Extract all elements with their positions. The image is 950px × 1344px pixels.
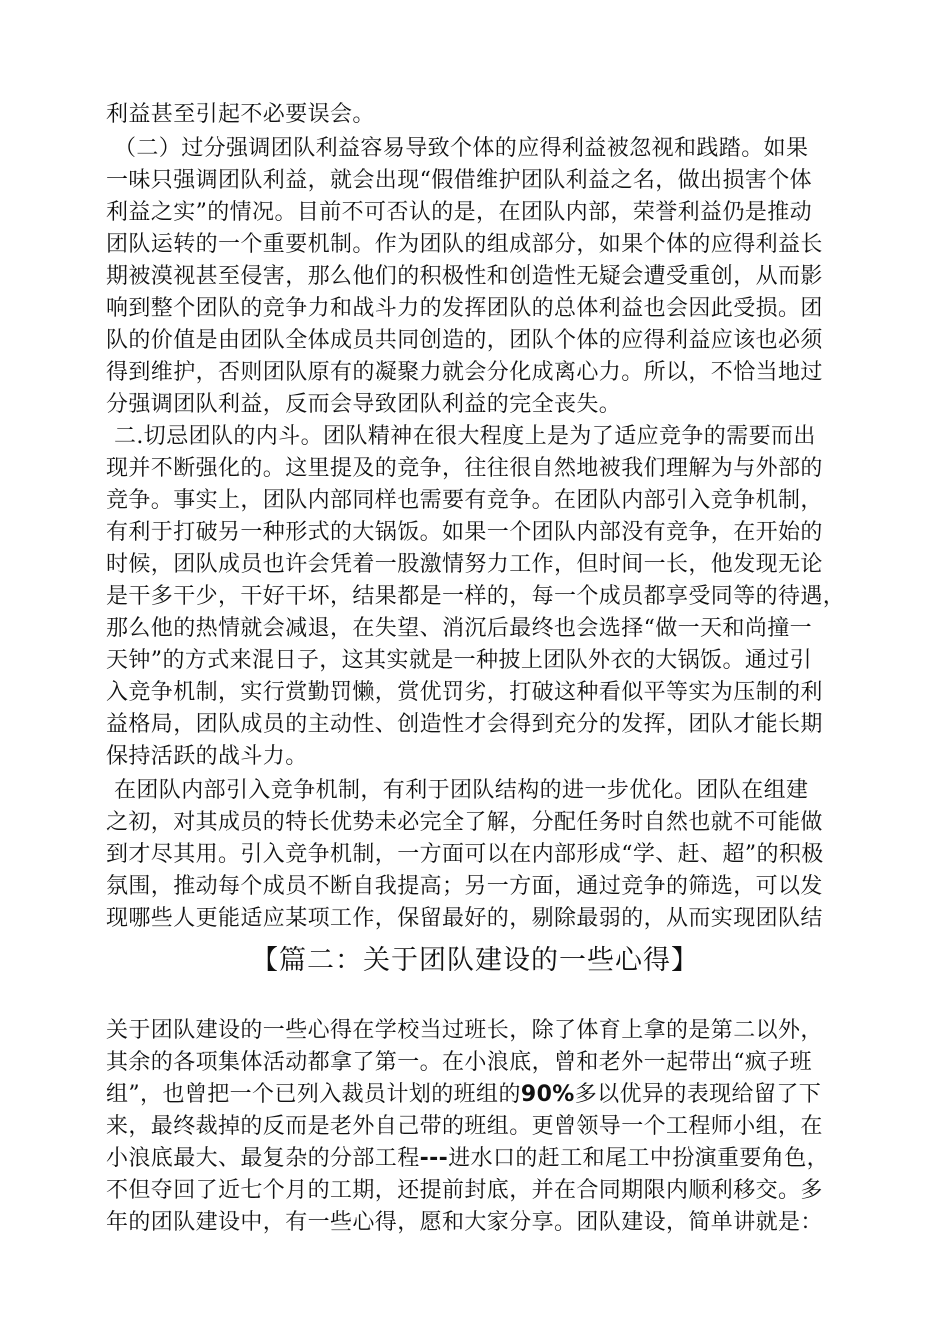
paragraph-line: 入竞争机制，实行赏勤罚懒，赏优罚劣，打破这种看似平等实为压制的利 <box>106 680 823 705</box>
paragraph-line: 保持活跃的战斗力。 <box>106 744 308 769</box>
paragraph-line: 竞争。事实上，团队内部同样也需要有竞争。在团队内部引入竞争机制， <box>106 488 823 513</box>
paragraph-line: 利益之实”的情况。目前不可否认的是，在团队内部，荣誉利益仍是推动 <box>106 200 813 225</box>
paragraph-line: 那么他的热情就会减退，在失望、消沉后最终也会选择“做一天和尚撞一 <box>106 616 813 641</box>
paragraph-line: 之初，对其成员的特长优势未必完全了解，分配任务时自然也就不可能做 <box>106 810 823 835</box>
paragraph-line: 是干多干少，干好干坏，结果都是一样的，每一个成员都享受同等的待遇， <box>106 584 846 609</box>
paragraph-line: 在团队内部引入竞争机制，有利于团队结构的进一步优化。团队在组建 <box>114 778 809 803</box>
paragraph-line: 团队运转的一个重要机制。作为团队的组成部分，如果个体的应得利益长 <box>106 232 823 257</box>
paragraph-line: 一味只强调团队利益，就会出现“假借维护团队利益之名，做出损害个体 <box>106 168 813 193</box>
paragraph-line: 到才尽其用。引入竞争机制，一方面可以在内部形成“学、赶、超”的积极 <box>106 842 824 867</box>
dash-separator: --- <box>419 1146 449 1171</box>
paragraph-line: 时候，团队成员也许会凭着一股激情努力工作，但时间一长，他发现无论 <box>106 552 823 577</box>
text-run: 进水口的赶工和尾工中扮演重要角色， <box>448 1146 830 1171</box>
paragraph-line: 来，最终裁掉的反而是老外自己带的班组。更曾领导一个工程师小组，在 <box>106 1114 823 1139</box>
paragraph-line: 现哪些人更能适应某项工作，保留最好的，剔除最弱的，从而实现团队结 <box>106 906 823 931</box>
paragraph-line <box>106 1144 829 1174</box>
paragraph-line: （二）过分强调团队利益容易导致个体的应得利益被忽视和践踏。如果 <box>114 136 809 161</box>
paragraph-line: 利益甚至引起不必要误会。 <box>106 102 375 127</box>
paragraph-line: 氛围，推动每个成员不断自我提高；另一方面，通过竞争的筛选，可以发 <box>106 874 823 899</box>
paragraph-line: 响到整个团队的竞争力和战斗力的发挥团队的总体利益也会因此受损。团 <box>106 296 823 321</box>
text-run: 多以优异的表现给留了下 <box>574 1082 822 1107</box>
section-heading: 【篇二：关于团队建设的一些心得】 <box>251 945 699 976</box>
percentage-value: 90% <box>520 1082 575 1107</box>
paragraph-line <box>106 1080 821 1110</box>
text-run: 组”，也曾把一个已列入裁员计划的班组的 <box>106 1082 521 1107</box>
paragraph-line: 年的团队建设中，有一些心得，愿和大家分享。团队建设，简单讲就是： <box>106 1210 823 1235</box>
paragraph-line: 分强调团队利益，反而会导致团队利益的完全丧失。 <box>106 392 622 417</box>
paragraph-line: 关于团队建设的一些心得在学校当过班长，除了体育上拿的是第二以外， <box>106 1018 823 1043</box>
paragraph-line: 其余的各项集体活动都拿了第一。在小浪底，曾和老外一起带出“疯子班 <box>106 1050 813 1075</box>
paragraph-line: 有利于打破另一种形式的大锅饭。如果一个团队内部没有竞争，在开始的 <box>106 520 823 545</box>
paragraph-line: 二.切忌团队的内斗。团队精神在很大程度上是为了适应竞争的需要而出 <box>114 424 816 449</box>
paragraph-line: 期被漠视甚至侵害，那么他们的积极性和创造性无疑会遭受重创，从而影 <box>106 264 823 289</box>
paragraph-line: 得到维护，否则团队原有的凝聚力就会分化成离心力。所以，不恰当地过 <box>106 360 823 385</box>
paragraph-line: 现并不断强化的。这里提及的竞争，往往很自然地被我们理解为与外部的 <box>106 456 823 481</box>
paragraph-line: 益格局，团队成员的主动性、创造性才会得到充分的发挥，团队才能长期 <box>106 712 823 737</box>
paragraph-line: 队的价值是由团队全体成员共同创造的，团队个体的应得利益应该也必须 <box>106 328 823 353</box>
paragraph-line: 天钟”的方式来混日子，这其实就是一种披上团队外衣的大锅饭。通过引 <box>106 648 813 673</box>
text-run: 小浪底最大、最复杂的分部工程 <box>106 1146 420 1171</box>
paragraph-line: 不但夺回了近七个月的工期，还提前封底，并在合同期限内顺利移交。多 <box>106 1178 823 1203</box>
